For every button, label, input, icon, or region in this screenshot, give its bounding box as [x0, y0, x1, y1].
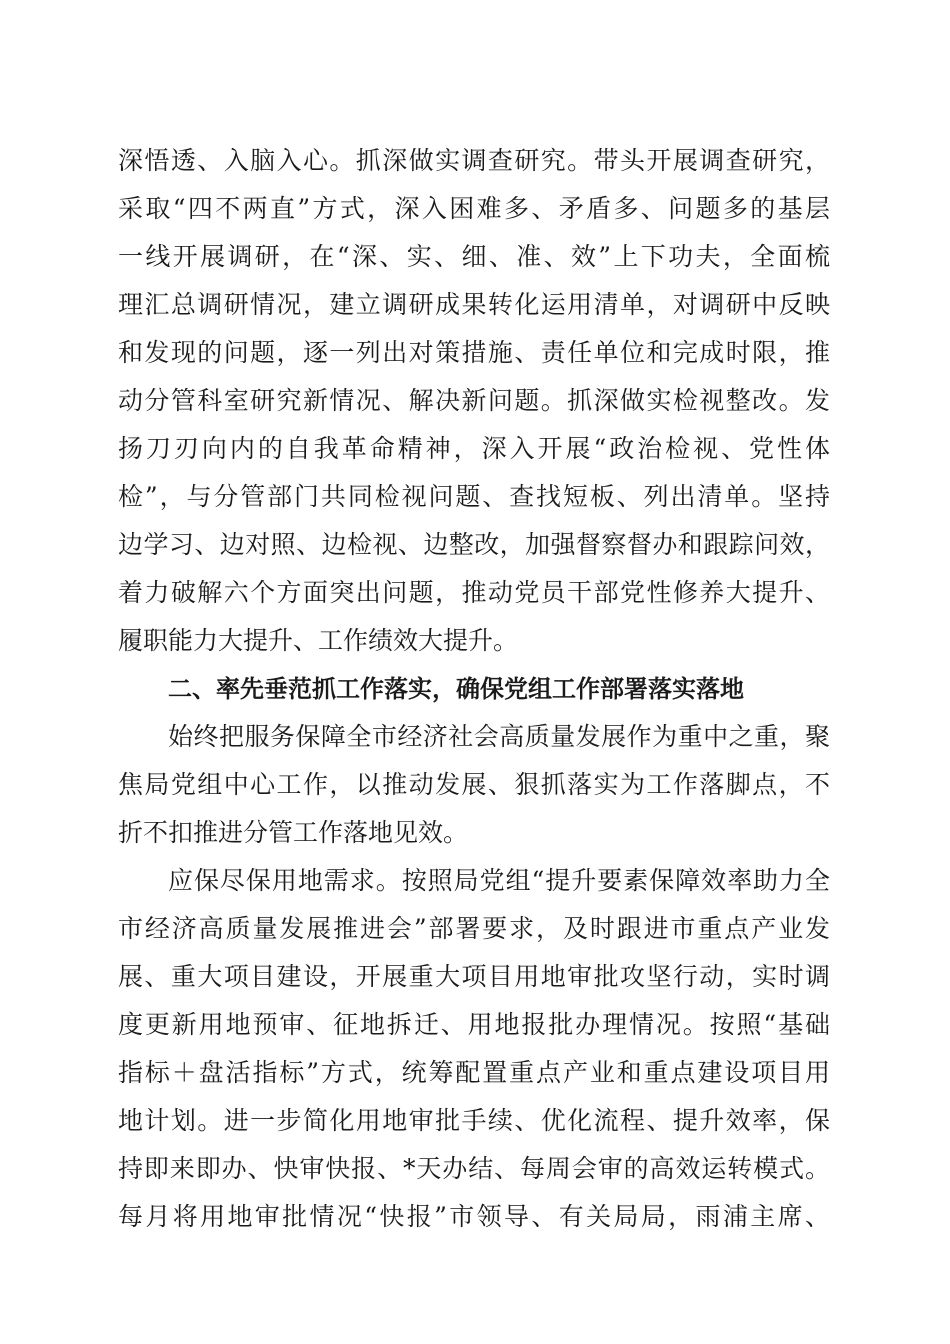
text-line: 市经济高质量发展推进会”部署要求，及时跟进市重点产业发 — [118, 914, 830, 943]
text-line: 动分管科室研究新情况、解决新问题。抓深做实检视整改。发 — [118, 386, 830, 415]
text-line: 理汇总调研情况，建立调研成果转化运用清单，对调研中反映 — [118, 290, 830, 319]
text-line: 始终把服务保障全市经济社会高质量发展作为重中之重，聚 — [168, 722, 830, 751]
text-line: 一线开展调研，在“深、实、细、准、效”上下功夫，全面梳 — [118, 242, 830, 271]
text-line: 边学习、边对照、边检视、边整改，加强督察督办和跟踪问效， — [118, 530, 830, 559]
text-line: 度更新用地预审、征地拆迁、用地报批办理情况。按照“基础 — [118, 1010, 830, 1039]
text-line: 地计划。进一步简化用地审批手续、优化流程、提升效率，保 — [118, 1106, 830, 1135]
text-line: 应保尽保用地需求。按照局党组“提升要素保障效率助力全 — [168, 866, 830, 895]
text-line: 履职能力大提升、工作绩效大提升。 — [118, 626, 519, 655]
text-line: 指标＋盘活指标”方式，统筹配置重点产业和重点建设项目用 — [118, 1058, 830, 1087]
text-line: 扬刀刃向内的自我革命精神，深入开展“政治检视、党性体 — [118, 434, 830, 463]
section-heading: 二、率先垂范抓工作落实，确保党组工作部署落实落地 — [168, 675, 744, 703]
text-line: 每月将用地审批情况“快报”市领导、有关局局，雨浦主席、 — [118, 1202, 830, 1231]
text-line: 深悟透、入脑入心。抓深做实调查研究。带头开展调查研究， — [118, 146, 830, 175]
text-line: 着力破解六个方面突出问题，推动党员干部党性修养大提升、 — [118, 578, 830, 607]
text-line: 折不扣推进分管工作落地见效。 — [118, 818, 469, 847]
text-line: 持即来即办、快审快报、*天办结、每周会审的高效运转模式。 — [118, 1154, 830, 1183]
text-line: 检”，与分管部门共同检视问题、查找短板、列出清单。坚持 — [118, 482, 830, 511]
text-line: 展、重大项目建设，开展重大项目用地审批攻坚行动，实时调 — [118, 962, 830, 991]
text-line: 焦局党组中心工作，以推动发展、狠抓落实为工作落脚点，不 — [118, 770, 830, 799]
text-line: 采取“四不两直”方式，深入困难多、矛盾多、问题多的基层 — [118, 194, 830, 223]
text-line: 和发现的问题，逐一列出对策措施、责任单位和完成时限，推 — [118, 338, 830, 367]
